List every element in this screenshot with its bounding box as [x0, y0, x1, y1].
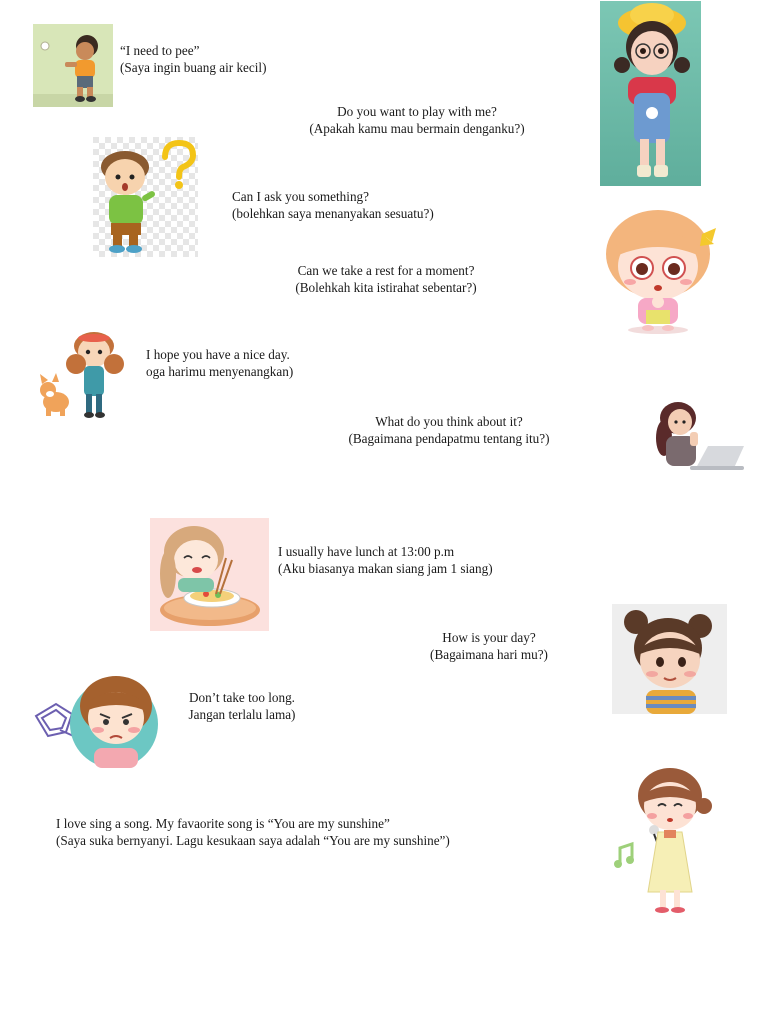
phrase-3-indonesian: (bolehkan saya menanyakan sesuatu?)	[232, 206, 434, 221]
girl-with-glasses-illustration	[598, 206, 720, 336]
boy-needs-toilet-illustration	[33, 24, 113, 107]
phrase-1-indonesian: (Saya ingin buang air kecil)	[120, 60, 267, 75]
phrase-10-english: I love sing a song. My favaorite song is “You are my sunshine”	[56, 816, 390, 831]
phrase-4	[288, 262, 484, 296]
phrase-9-indonesian: Jangan terlalu lama)	[188, 707, 296, 722]
phrase-7	[278, 543, 493, 577]
phrase-6-english: What do you think about it?	[375, 414, 523, 429]
phrase-1	[120, 42, 266, 76]
phrase-6-indonesian: (Bagaimana pendapatmu tentang itu?)	[348, 431, 550, 446]
phrase-8-indonesian: (Bagaimana hari mu?)	[430, 647, 548, 662]
girl-with-yellow-hat-illustration	[600, 1, 701, 186]
phrase-4-english: Can we take a rest for a moment?	[297, 263, 475, 278]
phrase-4-indonesian: (Bolehkah kita istirahat sebentar?)	[295, 280, 477, 295]
phrase-1-english: “I need to pee”	[120, 43, 200, 58]
phrase-5	[146, 346, 293, 380]
phrase-7-indonesian: (Aku biasanya makan siang jam 1 siang)	[278, 561, 493, 576]
phrase-5-indonesian: oga harimu menyenangkan)	[146, 364, 294, 379]
annoyed-girl-illustration	[30, 666, 166, 774]
phrase-8	[424, 629, 554, 663]
phrase-2	[286, 103, 548, 137]
phrase-5-english: I hope you have a nice day.	[146, 347, 290, 362]
girl-eating-noodles-illustration	[150, 518, 269, 631]
phrase-8-english: How is your day?	[442, 630, 536, 645]
boy-with-question-mark-illustration	[93, 137, 198, 257]
phrase-10	[56, 815, 450, 849]
phrase-6	[324, 413, 574, 447]
phrase-7-english: I usually have lunch at 13:00 p.m	[278, 544, 455, 559]
phrase-3	[232, 188, 434, 222]
phrase-10-indonesian: (Saya suka bernyanyi. Lagu kesukaan saya adalah “You are my sunshine”)	[56, 833, 450, 848]
phrase-9	[166, 689, 318, 723]
girl-singing-with-microphone-illustration	[612, 766, 724, 922]
girl-thinking-at-laptop-illustration	[650, 396, 750, 478]
girl-with-dog-illustration	[28, 320, 146, 428]
phrase-2-indonesian: (Apakah kamu mau bermain denganku?)	[309, 121, 525, 136]
phrase-9-english: Don’t take too long.	[189, 690, 295, 705]
girl-with-hair-buns-illustration	[612, 604, 727, 714]
phrase-2-english: Do you want to play with me?	[337, 104, 497, 119]
phrase-3-english: Can I ask you something?	[232, 189, 369, 204]
